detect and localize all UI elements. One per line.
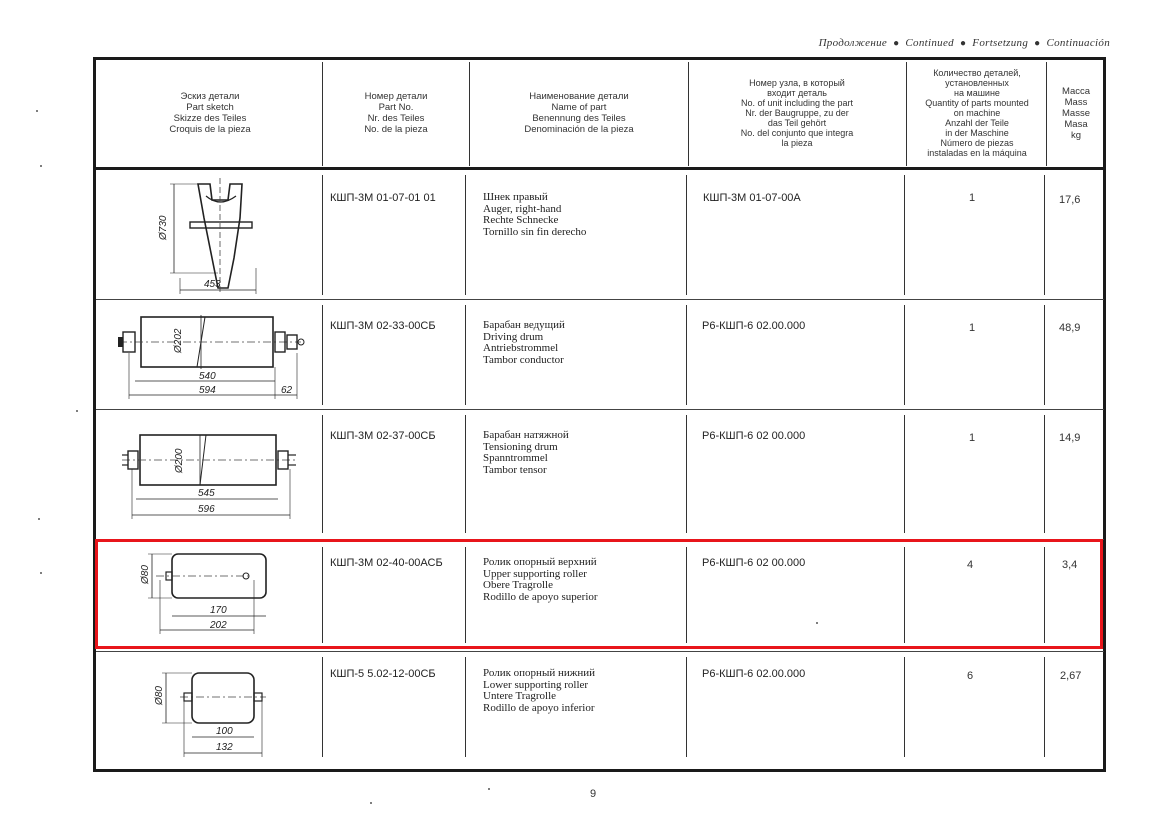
continued-de: Fortsetzung xyxy=(972,37,1029,49)
col-divider xyxy=(686,175,687,295)
unit-no: Р6-КШП-6 02 00.000 xyxy=(702,557,806,569)
dim-label: 62 xyxy=(281,385,293,396)
header-name: Наименование детали Name of part Benennung des Teiles Denominación de la pieza xyxy=(524,91,634,135)
quantity: 1 xyxy=(968,322,976,334)
quantity: 1 xyxy=(968,192,976,204)
col-divider xyxy=(322,657,323,757)
mass: 2,67 xyxy=(1060,670,1082,682)
col-divider xyxy=(465,415,466,533)
unit-no: КШП-3М 01-07-00А xyxy=(703,192,801,204)
col-divider xyxy=(904,175,905,295)
dim-label: Ø200 xyxy=(174,448,185,473)
dim-label: 202 xyxy=(210,620,227,631)
continued-ru: Продолжение xyxy=(818,37,888,49)
col-divider xyxy=(904,415,905,533)
scan-speck xyxy=(76,410,78,412)
scan-speck xyxy=(370,802,372,804)
col-divider xyxy=(686,305,687,405)
header-part-no: Номер детали Part No. Nr. des Teiles No. de la pieza xyxy=(364,91,428,135)
part-no: КШП-3М 02-40-00АСБ xyxy=(330,557,443,569)
col-divider xyxy=(688,62,689,166)
col-divider xyxy=(686,415,687,533)
dim-label: 596 xyxy=(198,504,215,515)
scan-speck xyxy=(816,622,818,624)
col-divider xyxy=(904,657,905,757)
dim-label: Ø80 xyxy=(140,565,151,584)
mass: 3,4 xyxy=(1062,559,1078,571)
dim-label: Ø202 xyxy=(173,328,184,353)
dim-label: Ø80 xyxy=(154,686,165,705)
col-divider xyxy=(465,305,466,405)
unit-no: Р6-КШП-6 02.00.000 xyxy=(702,668,806,680)
col-divider xyxy=(1044,175,1045,295)
col-divider xyxy=(1044,415,1045,533)
dim-label: 540 xyxy=(199,371,216,382)
sketch-tensioning-drum xyxy=(120,425,300,530)
dim-label: 545 xyxy=(198,488,215,499)
scan-speck xyxy=(40,572,42,574)
row-divider xyxy=(96,409,1104,410)
header-sketch: Эскиз детали Part sketch Skizze des Teiles Croquis de la pieza xyxy=(169,91,251,135)
part-name: Ролик опорный верхний Upper supporting roller Obere Tragrolle Rodillo de apoyo superior xyxy=(483,556,598,603)
mass: 14,9 xyxy=(1059,432,1081,444)
col-divider xyxy=(322,62,323,166)
dim-label: 100 xyxy=(216,726,233,737)
sketch-driving-drum xyxy=(115,305,305,405)
page-number: 9 xyxy=(590,788,597,800)
scan-speck xyxy=(36,110,38,112)
sketch-auger xyxy=(160,178,280,303)
col-divider xyxy=(322,305,323,405)
header-unit: Номер узла, в который входит деталь No. of unit including the part Nr. der Baugruppe, zu der das Teil gehört No. del conjunto que integra la pieza xyxy=(740,78,854,148)
highlight-box xyxy=(95,539,1103,649)
dim-label: 594 xyxy=(199,385,216,396)
col-divider xyxy=(1044,657,1045,757)
part-name: Барабан натяжной Tensioning drum Spanntrommel Tambor tensor xyxy=(483,429,569,476)
quantity: 1 xyxy=(968,432,976,444)
part-name: Барабан ведущий Driving drum Antriebstrommel Tambor conductor xyxy=(483,319,565,366)
header-mass: Масса Mass Masse Masa kg xyxy=(1061,85,1091,141)
part-no: КШП-5 5.02-12-00СБ xyxy=(330,668,436,680)
scan-speck xyxy=(40,165,42,167)
mass: 48,9 xyxy=(1059,322,1081,334)
quantity: 6 xyxy=(966,670,974,682)
scan-speck xyxy=(488,788,490,790)
row-divider xyxy=(96,651,1104,652)
col-divider xyxy=(686,657,687,757)
part-no: КШП-3М 02-33-00СБ xyxy=(330,320,436,332)
col-divider xyxy=(322,415,323,533)
unit-no: Р6-КШП-6 02 00.000 xyxy=(702,430,806,442)
part-no: КШП-3М 01-07-01 01 xyxy=(330,192,436,204)
continued-es: Continuación xyxy=(1046,37,1110,49)
continued-caption: Продолжение ● Continued ● Fortsetzung ● Continuación xyxy=(818,37,1110,49)
part-name: Шнек правый Auger, right-hand Rechte Schnecke Tornillo sin fin derecho xyxy=(483,191,587,238)
unit-no: Р6-КШП-6 02.00.000 xyxy=(702,320,806,332)
continued-en: Continued xyxy=(905,37,954,49)
col-divider xyxy=(904,305,905,405)
dim-label: 132 xyxy=(216,742,233,753)
col-divider xyxy=(1044,305,1045,405)
part-no: КШП-3М 02-37-00СБ xyxy=(330,430,436,442)
col-divider xyxy=(465,657,466,757)
header-divider xyxy=(93,167,1106,170)
col-divider xyxy=(469,62,470,166)
header-qty: Количество деталей, установленных на машине Quantity of parts mounted on machine Anzahl der Teile in der Maschine Número de piezas instaladas en la máquina xyxy=(925,68,1029,158)
col-divider xyxy=(465,175,466,295)
dim-label: 170 xyxy=(210,605,227,616)
dim-label: 453 xyxy=(204,279,221,290)
dim-label: Ø730 xyxy=(158,215,169,240)
mass: 17,6 xyxy=(1059,194,1081,206)
col-divider xyxy=(322,175,323,295)
part-name: Ролик опорный нижний Lower supporting roller Untere Tragrolle Rodillo de apoyo inferior xyxy=(483,667,596,714)
scan-speck xyxy=(38,518,40,520)
sketch-lower-roller xyxy=(140,665,270,765)
quantity: 4 xyxy=(966,559,974,571)
